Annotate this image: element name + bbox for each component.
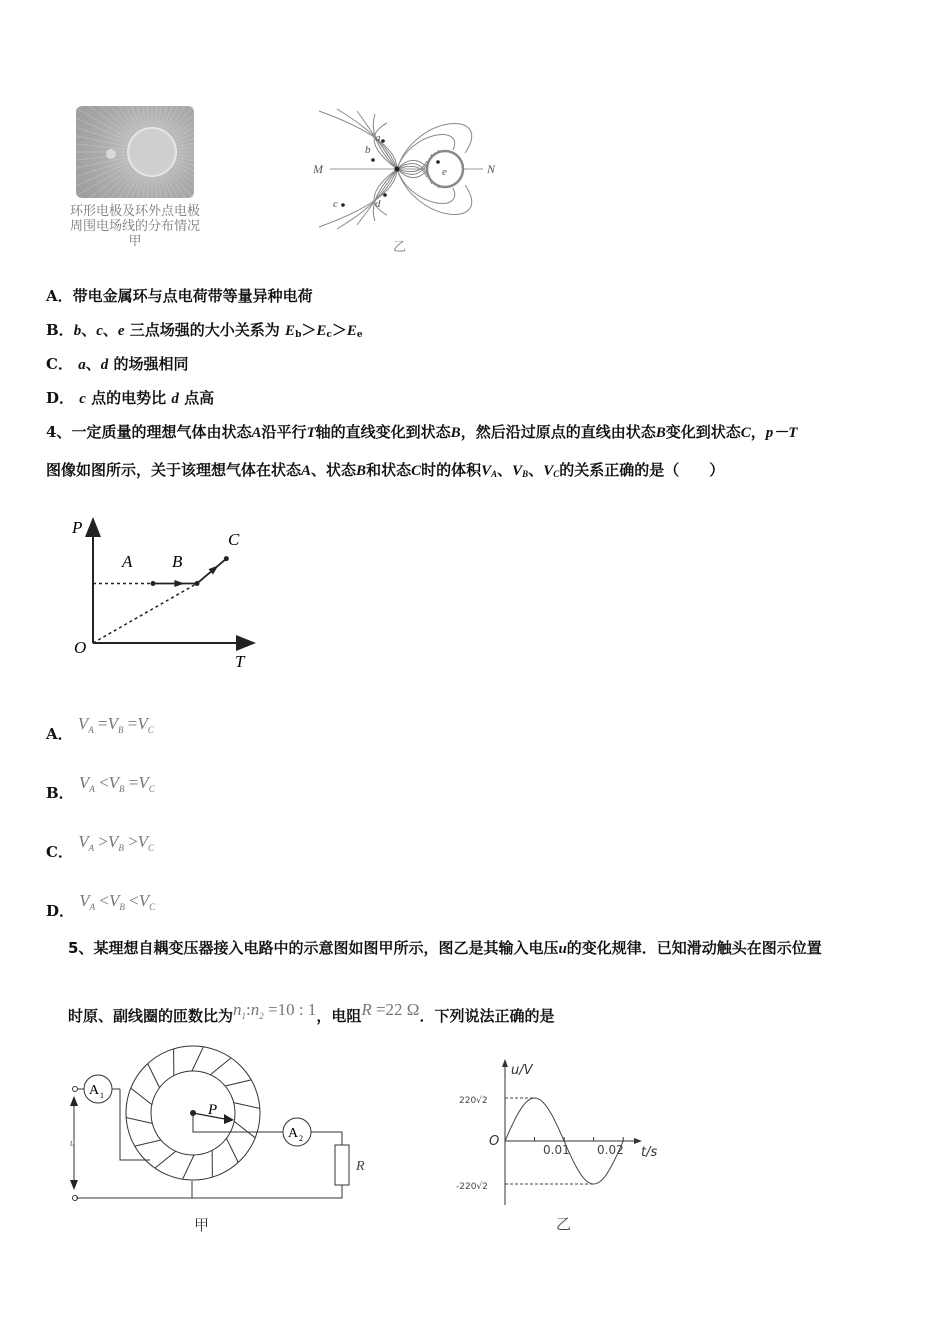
winding-turn <box>226 1138 238 1162</box>
var-e-field: E <box>285 323 296 339</box>
field-line <box>337 109 397 169</box>
caption-line: 环形电极及环外点电极 <box>69 204 200 219</box>
stem-text: 时的体积 <box>421 461 482 479</box>
var-d: d <box>100 357 109 373</box>
field-line <box>319 169 397 227</box>
stem-text: ，电阻 <box>316 1007 362 1025</box>
y-axis-arrow <box>502 1059 508 1067</box>
field-line <box>319 111 397 169</box>
option-key: A． <box>46 287 73 305</box>
option-key: C． <box>46 843 73 861</box>
var-a: A <box>251 425 262 441</box>
sub: B <box>522 469 529 479</box>
var-pt: p－T <box>765 425 798 441</box>
sub: C <box>553 469 560 479</box>
var-v: V <box>481 463 492 479</box>
var-b: B <box>655 425 666 441</box>
resistor-symbol <box>335 1145 349 1185</box>
stem-text: 某理想自耦变压器接入电路中的示意图如图甲所示，图乙是其输入电压 <box>93 939 559 957</box>
op: ＞ <box>331 321 347 339</box>
question-number: 5、 <box>68 939 94 957</box>
field-line-diagram <box>305 105 505 255</box>
option-key: D． <box>46 389 75 407</box>
field-photo <box>76 106 194 198</box>
winding-turn <box>192 1047 203 1071</box>
figure-caption-yi: 乙 <box>556 1215 572 1233</box>
option-text: 点高 <box>184 389 215 407</box>
option-key: D． <box>46 902 75 920</box>
var-a: A <box>301 463 312 479</box>
var-e-field: E <box>346 323 357 339</box>
resistor-label: R <box>356 1159 365 1174</box>
q4-stem-line2: 图像如图所示，关于该理想气体在状态A、状态B和状态C时的体积$V_A$、$V_B$、$V_C$的关系正确的是（ ） <box>46 461 725 479</box>
label-point-a: A <box>122 552 133 571</box>
label-n: N <box>487 162 496 176</box>
label-o: O <box>74 638 87 657</box>
trough-label: -220√2 <box>456 1182 488 1192</box>
label-t: T <box>235 652 245 671</box>
ammeter-1-sub: 1 <box>100 1091 104 1100</box>
origin-label: O <box>489 1134 500 1149</box>
q5-stem-line2 <box>68 1000 554 1026</box>
x-axis-label: t/s <box>641 1145 658 1160</box>
option-formula: $V_A <V_B =V_C$ <box>78 773 155 794</box>
slider-label: P <box>208 1102 218 1118</box>
winding-turn <box>210 1058 231 1075</box>
state-point <box>224 556 229 561</box>
var-c: C <box>740 425 751 441</box>
ammeter-1-label: A <box>89 1083 100 1098</box>
winding-turn <box>225 1080 251 1086</box>
q4-option-a[interactable] <box>46 714 154 744</box>
stem-text: 、状态 <box>311 461 357 479</box>
op: ＞ <box>301 321 317 339</box>
label-p: P <box>72 518 83 537</box>
field-photo-graphic <box>76 106 194 198</box>
option-text: 带电金属环与点电荷带等量异种电荷 <box>72 287 313 305</box>
var-e: e <box>117 323 125 339</box>
stem-text: ，然后沿过原点的直线由状态 <box>460 423 656 441</box>
caption-line: 周围电场线的分布情况 <box>69 219 200 234</box>
stem-text: 一定质量的理想气体由状态 <box>71 423 252 441</box>
photo-caption <box>55 204 215 249</box>
caption-line: 甲 <box>128 234 142 249</box>
figure-caption-yi: 乙 <box>393 240 407 255</box>
label-a: a <box>375 132 381 144</box>
label-point-b: B <box>172 552 183 571</box>
field-line <box>337 169 397 229</box>
question-number: 4、 <box>46 423 72 441</box>
stem-text: 沿平行 <box>261 423 307 441</box>
x-axis-arrow <box>634 1138 642 1144</box>
var-c: c <box>96 323 103 339</box>
sub: c <box>326 330 332 340</box>
sub: e <box>356 330 363 340</box>
q4-option-d[interactable] <box>46 891 155 921</box>
sep: 、 <box>81 321 97 339</box>
peak-label: 220√2 <box>459 1096 488 1106</box>
q5-stem-line1 <box>68 938 822 959</box>
option-key: B． <box>46 784 74 802</box>
dashed-ref-line <box>93 583 197 643</box>
option-formula: $V_A =V_B =V_C$ <box>77 714 154 735</box>
label-b: b <box>365 144 371 156</box>
var-d: d <box>171 391 179 407</box>
stem-text: ， <box>750 423 766 441</box>
voltage-label: u <box>70 1138 75 1149</box>
ammeter-2-sub: 2 <box>299 1134 303 1143</box>
winding-turn <box>183 1155 194 1179</box>
figure-caption-jia: 甲 <box>194 1216 210 1234</box>
label-d: d <box>375 198 381 210</box>
winding-turn <box>234 1121 255 1138</box>
option-text: 的场强相同 <box>113 355 189 373</box>
var-v: V <box>512 463 523 479</box>
q3-option-b <box>46 320 363 345</box>
q3-option-d <box>46 388 214 409</box>
var-b: B <box>450 425 461 441</box>
stem-text: 时原、副线圈的匝数比为 <box>68 1007 234 1025</box>
label-e: e <box>442 166 447 178</box>
winding-turn <box>135 1140 161 1146</box>
stem-text: 图像如图所示，关于该理想气体在状态 <box>46 461 302 479</box>
option-formula: $V_A <V_B <V_C$ <box>79 891 156 912</box>
winding-turn <box>155 1151 176 1168</box>
option-formula: $V_A >V_B >V_C$ <box>78 832 155 853</box>
option-text: 点的电势比 <box>91 389 167 407</box>
pt-graph <box>60 505 270 675</box>
label-m: M <box>313 162 323 176</box>
option-key: B． <box>46 321 74 339</box>
stem-text: 和状态 <box>366 461 412 479</box>
var-b: b <box>73 323 82 339</box>
y-axis-label: u/V <box>511 1063 533 1078</box>
state-point <box>151 581 156 586</box>
q4-stem-line1 <box>46 422 797 443</box>
option-key: A． <box>46 725 73 743</box>
var-e-field: E <box>316 323 327 339</box>
transformer-circuit <box>60 1040 380 1240</box>
turns-ratio-formula: $n_1:n_2 =10$ : 1 <box>233 1000 317 1021</box>
resistance-formula: R =22 Ω <box>361 1000 420 1019</box>
q4-option-c[interactable] <box>46 832 154 862</box>
label-point-c: C <box>228 530 240 549</box>
x-tick-label: 0.01 <box>543 1143 570 1157</box>
var-c: C <box>411 463 422 479</box>
stem-text: ．下列说法正确的是 <box>419 1007 555 1025</box>
x-tick-label: 0.02 <box>597 1143 624 1157</box>
var-a: a <box>78 357 86 373</box>
label-c: c <box>333 198 338 210</box>
sep: 、 <box>102 321 118 339</box>
var-v: V <box>543 463 554 479</box>
q4-option-b[interactable] <box>46 773 155 803</box>
var-b: B <box>356 463 367 479</box>
stem-text: 变化到状态 <box>665 423 741 441</box>
option-text: 三点场强的大小关系为 <box>129 321 280 339</box>
ammeter-2-label: A <box>288 1126 299 1141</box>
winding-turn <box>126 1118 152 1124</box>
q3-option-a <box>46 286 313 306</box>
winding-turn <box>148 1064 160 1088</box>
winding-turn <box>234 1103 260 1109</box>
sub: b <box>295 330 302 340</box>
var-u: u <box>558 941 567 957</box>
sub: A <box>491 469 498 479</box>
option-key: C． <box>46 355 73 373</box>
q3-option-c <box>46 354 188 375</box>
sep: 、 <box>85 355 101 373</box>
var-c: c <box>79 391 86 407</box>
point-charge <box>395 167 400 172</box>
stem-text: 轴的直线变化到状态 <box>315 423 451 441</box>
voltage-waveform <box>450 1055 670 1240</box>
winding-turn <box>131 1088 152 1105</box>
direction-arrow <box>174 580 184 587</box>
var-t: T <box>306 425 316 441</box>
stem-text: 的关系正确的是（ ） <box>559 461 725 479</box>
state-point <box>195 581 200 586</box>
stem-text: 的变化规律．已知滑动触头在图示位置 <box>566 939 822 957</box>
